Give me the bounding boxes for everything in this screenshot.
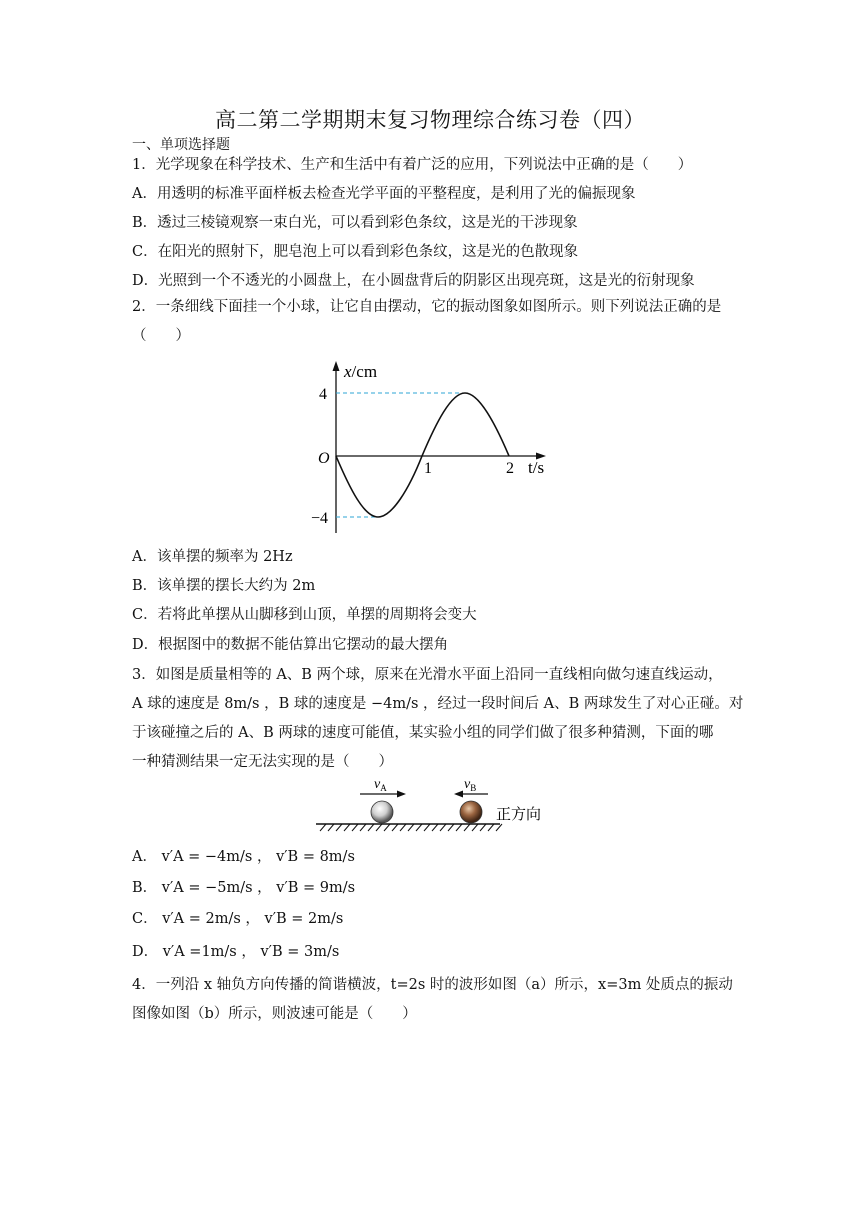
q2-option-d: D．根据图中的数据不能估算出它摆动的最大摆角 [132, 637, 449, 653]
q2-x-tick-2: 2 [506, 460, 514, 477]
q3-stem-line1: 3．如图是质量相等的 A、B 两个球，原来在光滑水平面上沿同一直线相向做匀速直线运动， [132, 667, 723, 683]
label-positive-direction: 正方向 [496, 807, 542, 823]
q2-y-axis-label: x/cm [344, 362, 378, 381]
section-heading: 一、单项选择题 [132, 137, 230, 153]
q3-collision-figure [312, 775, 562, 835]
q3-option-b: B． v′A = −5m/s ， v′B = 9m/s [132, 880, 356, 896]
label-va: $v_A$ [374, 777, 387, 793]
q3-option-d: D． v′A =1m/s ， v′B = 3m/s [132, 944, 340, 960]
q2-y-tick-neg4: −4 [311, 510, 329, 527]
q3-stem-line3: 于该碰撞之后的 A、B 两球的速度可能值，某实验小组的同学们做了很多种猜测，下面的哪 [132, 725, 714, 741]
q2-x-axis-label: t/s [528, 458, 545, 477]
q3-stem-line2: A 球的速度是 8m/s ，B 球的速度是 −4m/s ，经过一段时间后 A、B 两球发生了对心正碰。对 [132, 696, 744, 712]
q3-option-c: C． v′A = 2m/s ， v′B = 2m/s [132, 911, 344, 927]
q2-option-b: B．该单摆的摆长大约为 2m [132, 578, 316, 594]
q2-stem: 2．一条细线下面挂一个小球，让它自由摆动，它的振动图象如图所示。则下列说法正确的是（ ） [132, 299, 722, 344]
q2-option-c: C．若将此单摆从山脚移到山顶，单摆的周期将会变大 [132, 607, 477, 623]
q3-stem-line4: 一种猜测结果一定无法实现的是（ ） [132, 754, 393, 770]
q2-y-tick-4: 4 [319, 386, 327, 403]
q1-stem: 1．光学现象在科学技术、生产和生活中有着广泛的应用，下列说法中正确的是（ ） [132, 157, 693, 173]
q4-stem-line2: 图像如图（b）所示，则波速可能是（ ） [132, 1006, 417, 1022]
q1-option-b: B．透过三棱镜观察一束白光，可以看到彩色条纹，这是光的干涉现象 [132, 215, 578, 231]
q2-option-a: A．该单摆的频率为 2Hz [132, 549, 293, 565]
paper-title: 高二第二学期期末复习物理综合练习卷（四） [215, 108, 645, 132]
q4-stem-line1: 4．一列沿 x 轴负方向传播的简谐横波，t=2s 时的波形如图（a）所示，x=3m 处质点的振动 [132, 977, 733, 993]
q2-origin-label: O [318, 450, 330, 467]
ball-b [460, 801, 482, 823]
ball-a [371, 801, 393, 823]
label-vb: $v_B$ [464, 777, 477, 793]
q1-option-c: C．在阳光的照射下，肥皂泡上可以看到彩色条纹，这是光的色散现象 [132, 244, 579, 260]
q2-oscillation-graph [310, 355, 560, 540]
q2-x-tick-1: 1 [424, 460, 432, 477]
q3-option-a: A． v′A = −4m/s ， v′B = 8m/s [132, 849, 355, 865]
q1-option-d: D．光照到一个不透光的小圆盘上，在小圆盘背后的阴影区出现亮斑，这是光的衍射现象 [132, 273, 695, 289]
q1-option-a: A．用透明的标准平面样板去检查光学平面的平整程度，是利用了光的偏振现象 [132, 186, 636, 202]
